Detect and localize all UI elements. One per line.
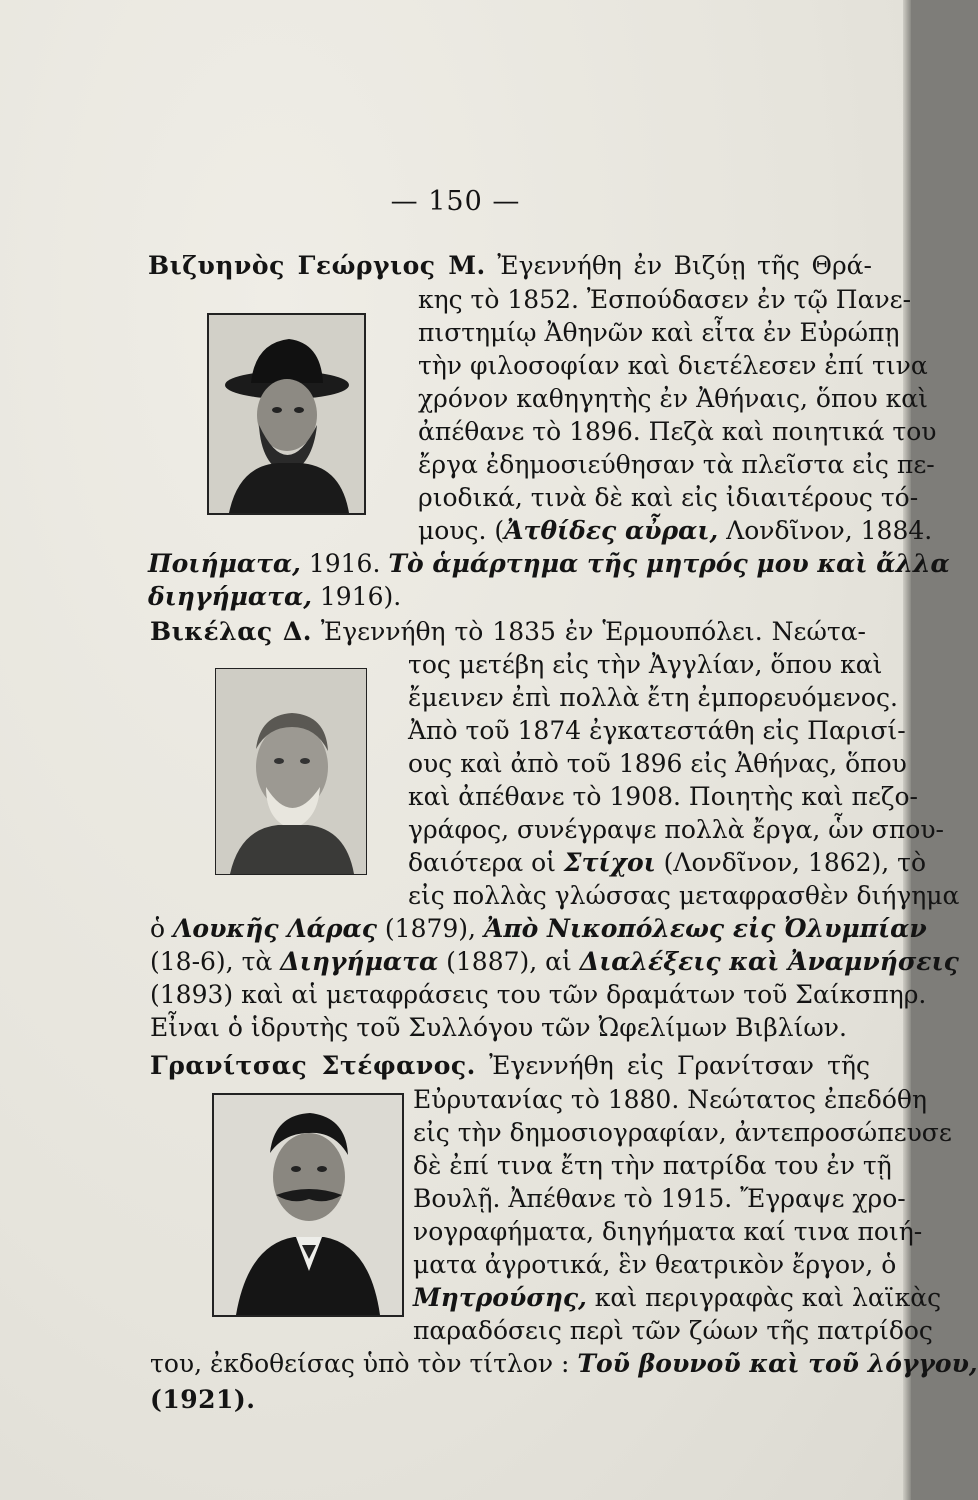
portrait-vizyinos [207,313,366,515]
text-line [413,1315,933,1347]
text-run: καὶ ἀπέθανε τὸ 1908. Ποιητὴς καὶ πεζο- [408,782,918,811]
work-title: Ποιήματα, [148,549,301,578]
text-run: ους καὶ ἀπὸ τοῦ 1896 εἰς Ἀθήνας, ὅπου [408,749,907,778]
text-line [418,482,919,514]
text-run: ριοδικά, τινὰ δὲ καὶ εἰς ἰδιαιτέρους τό- [418,483,919,512]
text-run: ἔργα ἐδημοσιεύθησαν τὰ πλεῖστα εἰς πε- [418,450,935,479]
entry-name: Βικέλας Δ. [150,617,312,646]
text-run: (1887), αἱ [438,947,580,976]
text-line [408,748,907,780]
work-title: Τοῦ βουνοῦ καὶ τοῦ λόγγου, [577,1349,978,1378]
text-line [150,1050,870,1082]
text-run: καὶ περιγραφὰς καὶ λαϊκὰς [586,1283,942,1312]
work-title: Στίχοι [563,848,656,877]
text-run: χρόνον καθηγητὴς ἐν Ἀθήναις, ὅπου καὶ [418,384,928,413]
text-line [413,1249,897,1281]
text-line [408,781,918,813]
work-title: Λουκῆς Λάρας [173,914,377,943]
text-run: Ἐγεννήθη εἰς Γρανίτσαν τῆς [475,1051,870,1080]
text-line [408,682,898,714]
text-run: Βουλῇ. Ἀπέθανε τὸ 1915. Ἔγραψε χρο- [413,1184,906,1213]
text-run: Ἀπὸ τοῦ 1874 ἐγκατεστάθη εἰς Παρισί- [408,716,906,745]
text-line [408,814,944,846]
text-line [408,649,883,681]
text-run: Εἶναι ὁ ἱδρυτὴς τοῦ Συλλόγου τῶν Ὠφελίμων Βιβλίων. [150,1013,847,1042]
text-run: 1916. [300,549,389,578]
text-run: τος μετέβη εἰς τὴν Ἀγγλίαν, ὅπου καὶ [408,650,883,679]
work-title: Διηγήματα [280,947,439,976]
text-run: Εὐρυτανίας τὸ 1880. Νεώτατος ἐπεδόθη [413,1085,927,1114]
text-run: 1916). [311,582,402,611]
work-title: Μητρούσης, [413,1283,587,1312]
text-line [408,847,927,879]
text-run: παραδόσεις περὶ τῶν ζώων τῆς πατρίδος [413,1316,933,1345]
text-line [418,449,935,481]
text-line [148,548,950,580]
work-title: Τὸ ἁμάρτημα τῆς μητρός μου καὶ ἄλλα [388,549,950,578]
text-line [413,1183,906,1215]
work-title: διηγήματα, [148,582,312,611]
work-title: Ἀπὸ Νικοπόλεως εἰς Ὀλυμπίαν [483,914,927,943]
text-line [408,715,906,747]
text-run: δαιότερα οἱ [408,848,564,877]
work-title: Διαλέξεις καὶ Ἀναμνήσεις [579,947,959,976]
text-line [150,1348,978,1380]
text-line [418,416,937,448]
text-run: (18-6), τὰ [150,947,281,976]
text-run: (Λονδῖνον, 1862), τὸ [655,848,927,877]
entry-name: (1921). [150,1385,256,1414]
text-run: Ἐγεννήθη τὸ 1835 ἐν Ἑρμουπόλει. Νεώτα- [311,617,867,646]
text-line [418,515,933,547]
text-line [150,946,959,978]
text-run: ματα ἀγροτικά, ἓν θεατρικὸν ἔργον, ὁ [413,1250,897,1279]
text-line [418,317,900,349]
text-run: Λονδῖνον, 1884. [718,516,933,545]
text-run: γράφος, συνέγραψε πολλὰ ἔργα, ὧν σπου- [408,815,944,844]
text-line [150,1012,847,1044]
text-run: εἰς πολλὰς γλώσσας μεταφρασθὲν διήγημα [408,881,960,910]
text-line [148,250,872,282]
text-line [418,284,912,316]
text-line [418,350,928,382]
text-run: ὁ [150,914,173,943]
text-line [413,1150,892,1182]
text-line [413,1117,952,1149]
text-line [148,581,401,613]
text-line [150,979,927,1011]
text-line [413,1282,942,1314]
entry-name: Βιζυηνὸς Γεώργιος Μ. [148,251,486,280]
text-run: εἰς τὴν δημοσιογραφίαν, ἀντεπροσώπευσε [413,1118,952,1147]
page-number: — 150 — [390,186,521,217]
text-run: πιστημίῳ Ἀθηνῶν καὶ εἶτα ἐν Εὐρώπῃ [418,318,900,347]
text-line [150,913,927,945]
text-run: δὲ ἐπί τινα ἔτη τὴν πατρίδα του ἐν τῇ [413,1151,892,1180]
text-line [150,1384,255,1416]
text-line [413,1084,927,1116]
text-run: του, ἐκδοθείσας ὑπὸ τὸν τίτλον : [150,1349,578,1378]
text-run: Ἐγεννήθη ἐν Βιζύῃ τῆς Θρά- [485,251,872,280]
text-line [418,383,928,415]
text-run: ἔμεινεν ἐπὶ πολλὰ ἔτη ἐμπορευόμενος. [408,683,898,712]
text-run: (1879), [376,914,484,943]
text-run: ἀπέθανε τὸ 1896. Πεζὰ καὶ ποιητικά του [418,417,937,446]
text-line [150,616,866,648]
work-title: Ἀτθίδες αὖραι, [504,516,719,545]
portrait-vikelas [215,668,367,875]
text-line [408,880,960,912]
portrait-granitsas [212,1093,404,1317]
entry-name: Γρανίτσας Στέφανος. [150,1051,476,1080]
text-line [413,1216,923,1248]
text-run: κης τὸ 1852. Ἐσπούδασεν ἐν τῷ Πανε- [418,285,912,314]
text-run: μους. ( [418,516,505,545]
text-run: (1893) καὶ αἱ μεταφράσεις του τῶν δραμάτων τοῦ Σαίκσπηρ. [150,980,927,1009]
text-run: τὴν φιλοσοφίαν καὶ διετέλεσεν ἐπί τινα [418,351,928,380]
text-run: νογραφήματα, διηγήματα καί τινα ποιή- [413,1217,923,1246]
